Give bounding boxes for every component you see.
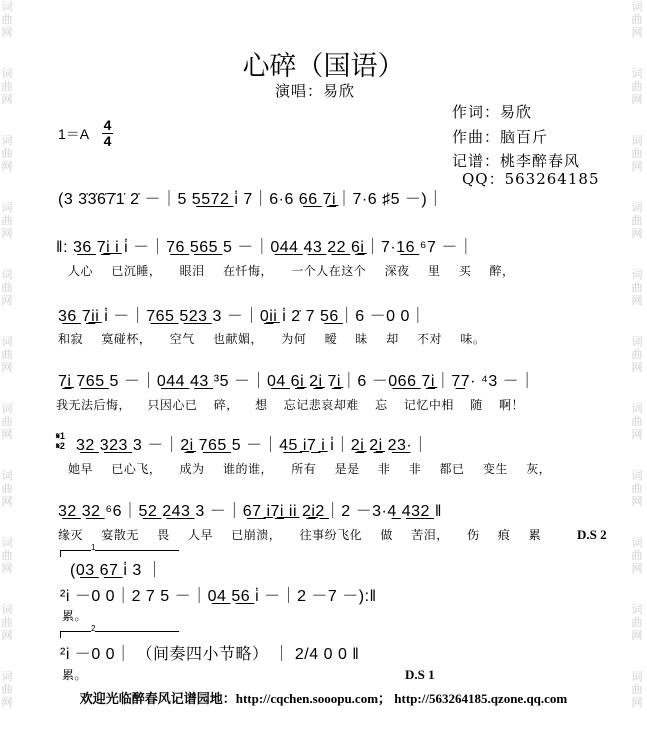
score-line-3-lyrics: 和寂 寞碰杯， 空气 也献媚， 为何 暧 昧 却 不对 味。 — [58, 332, 486, 346]
volta-2-label: 2 — [91, 624, 96, 633]
score-line-5-lyrics: 她早 已心飞， 成为 谁的谁， 所有 是是 非 非 都已 变生 灰， — [68, 462, 552, 476]
credit-composer: 作曲：脑百斤 — [452, 128, 549, 146]
singer-line: 演唱：易欣 — [275, 82, 356, 100]
score-line-8-lyrics: 累。 — [62, 609, 88, 623]
score-line-2-lyrics: 人心 已沉睡， 眼泪 在忏悔， 一个人在这个 深夜 里 买 醉， — [68, 264, 515, 278]
volta-bracket-2 — [60, 624, 179, 638]
credit-lyricist: 作词：易欣 — [452, 103, 533, 121]
score-line-4-lyrics: 我无法后悔， 只因心已 碎， 想 忘记悲哀却难 忘 记忆中相 随 啊！ — [56, 398, 525, 412]
ds1-mark: D.S 1 — [405, 667, 435, 682]
score-line-3-notes: 3̲6̲ 7̲i̲i̲ i̇ －｜7̲6̲5̲ 5̲2̲3̲ 3 －｜0̲i̲i̲ i̇ 2̇ 7 5̲6̲｜6 －0 0｜ — [58, 308, 427, 325]
key-signature: 1＝A — [58, 126, 90, 142]
volta-1-label: 1 — [91, 543, 96, 552]
ds2-mark: D.S 2 — [577, 527, 607, 542]
page-title: 心碎（国语） — [242, 51, 405, 82]
score-line-7-notes: (0̲3̲ 6̲7̲ i̇ 3 ｜ — [70, 562, 164, 579]
time-signature-bottom: 4 — [103, 133, 112, 149]
volta-bracket-1 — [60, 543, 179, 557]
score-line-2-notes: ‖: 3̲6̲ 7̲i̲ i̲ i̇ －｜7̲6̲ 5̲6̲5̲ 5 －｜0̲4̲4̲ 4̲3̲ 2̲2̲ 6̲i̲｜7·1̲6̲ ⁶7 －｜ — [56, 239, 475, 256]
score-line-6-notes: 3̲2̲ 3̲2̲ ⁶6｜5̲2̲ 2̲4̲3̲ 3 －｜6̲7̲ i̲7̲i̲ i̲i̲ 2̲i̲2̲｜2 －3·4̲ 4̲3̲2̲ ‖ — [58, 503, 442, 520]
footer-links: 欢迎光临醉春风记谱园地：http://cqchen.sooopu.com； http://563264185.qzone.qq.com — [79, 691, 568, 706]
score-line-8-notes: ²i －0 0｜2 7 5 －｜0̲4̲ 5̲6̲ i̇ －｜2 －7 －):‖ — [60, 588, 377, 605]
time-signature-top: 4 — [103, 117, 112, 133]
segno-marks: 𝄋1 𝄋2 — [56, 431, 65, 451]
credit-transcriber: 记谱：桃李醉春风 — [452, 152, 581, 170]
credit-qq: QQ：563264185 — [462, 170, 600, 188]
score-line-4-notes: 7̲i̲ 7̲6̲5̲ 5 －｜0̲4̲4̲ 4̲3̲ ³5 －｜0̲4̲ 6̲i̲ 2̲i̲ 7̲i̲｜6 －0̲6̲6̲ 7̲i̲｜7̲7· ⁴3 －｜ — [58, 373, 536, 390]
score-line-9-notes: ²i －0 0｜ （间奏四小节略） ｜ 2/4 0 0 ‖ — [60, 646, 360, 663]
watermark-right: 词 曲 网 词 曲 网 词 曲 网 词 曲 网 词 曲 网 词 曲 网 词 曲 网 词 曲 网 词 曲 网 词 曲 网 词 曲 网 — [631, 0, 643, 709]
time-signature — [102, 118, 113, 149]
score-line-5-notes: 3̲2̲ 3̲2̲3̲ 3 －｜2̲i̲ 7̲6̲5̲ 5 －｜4̲5̲ i̲7̲ i̲ i̇｜2̲i̲ 2̲i̲ 2̲3̲·｜ — [76, 437, 429, 454]
score-line-9-lyrics: 累。 — [62, 668, 88, 682]
score-line-1-notes: (3 3̇3̇6̇7̇1̇ 2̇ －｜5 5̲5̲7̲2̲ i̇ 7｜6·6 6̲6̲ 7̲i̲｜7·6 ♯5 －)｜ — [58, 191, 444, 208]
watermark-left: 词 曲 网 词 曲 网 词 曲 网 词 曲 网 词 曲 网 词 曲 网 词 曲 网 词 曲 网 词 曲 网 词 曲 网 词 曲 网 — [1, 0, 13, 709]
score-line-6-lyrics: 缘灭 宴散无 畏 人早 已崩溃， 往事纷飞化 做 苦泪， 伤 痕 累 — [58, 528, 542, 542]
